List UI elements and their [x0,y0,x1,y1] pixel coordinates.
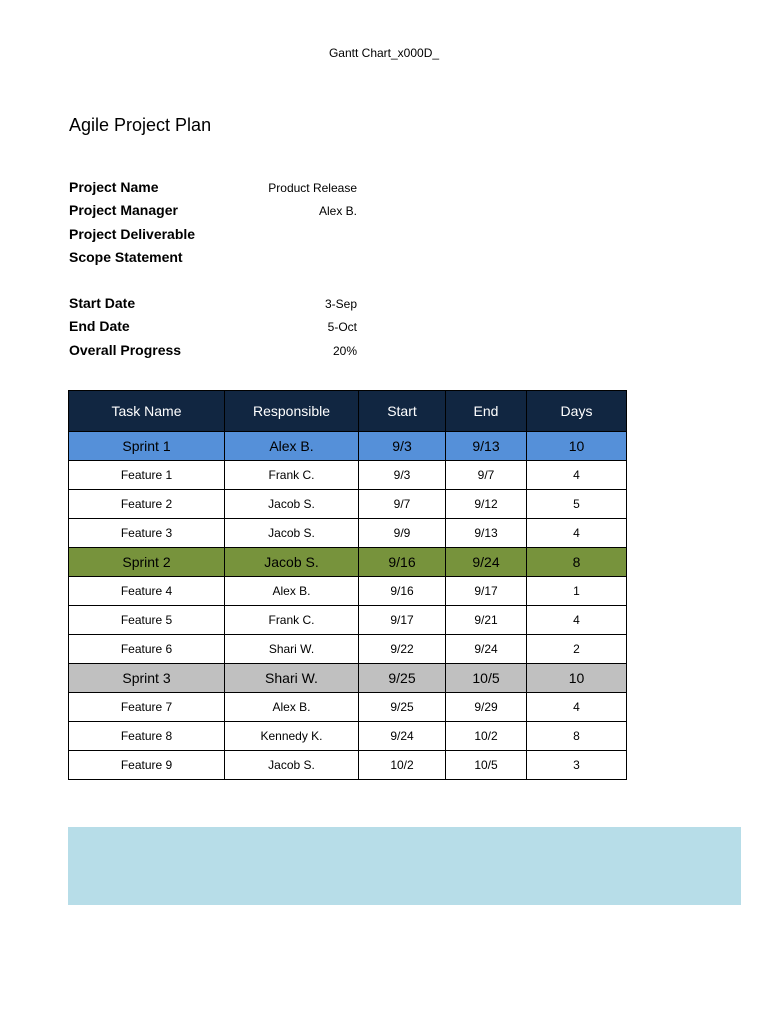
cell-days: 10 [527,664,627,693]
column-header-start: Start [359,391,446,432]
cell-responsible: Frank C. [225,461,359,490]
cell-start: 9/3 [359,461,446,490]
table-row [69,519,627,548]
cell-task-name: Feature 5 [69,606,225,635]
cell-start: 9/17 [359,606,446,635]
cell-days: 4 [527,461,627,490]
project-manager-row [69,202,357,225]
cell-responsible: Kennedy K. [225,722,359,751]
cell-end: 9/21 [446,606,527,635]
page-header: Gantt Chart_x000D_ [328,46,440,60]
cell-days: 3 [527,751,627,780]
cell-responsible: Frank C. [225,606,359,635]
cell-task-name: Feature 2 [69,490,225,519]
project-info [69,179,357,272]
cell-start: 9/25 [359,664,446,693]
cell-responsible: Jacob S. [225,490,359,519]
column-header-responsible: Responsible [225,391,359,432]
cell-task-name: Feature 7 [69,693,225,722]
cell-days: 8 [527,722,627,751]
cell-start: 9/22 [359,635,446,664]
cell-end: 9/13 [446,432,527,461]
cell-end: 10/5 [446,751,527,780]
cell-start: 9/25 [359,693,446,722]
cell-responsible: Alex B. [225,693,359,722]
task-table [68,390,627,780]
task-table-body [69,432,627,780]
column-header-end: End [446,391,527,432]
cell-start: 9/16 [359,577,446,606]
sprint-row [69,432,627,461]
project-deliverable-label: Project Deliverable [69,225,196,242]
cell-end: 9/17 [446,577,527,606]
cell-start: 9/16 [359,548,446,577]
cell-task-name: Feature 4 [69,577,225,606]
project-name-row [69,179,357,202]
table-row [69,751,627,780]
overall-progress-row [69,342,357,365]
cell-task-name: Feature 3 [69,519,225,548]
cell-days: 4 [527,693,627,722]
notes-band [68,827,741,905]
cell-task-name: Sprint 2 [69,548,225,577]
cell-task-name: Feature 6 [69,635,225,664]
sprint-row [69,548,627,577]
end-date-label: End Date [69,318,130,335]
cell-start: 9/3 [359,432,446,461]
cell-task-name: Feature 9 [69,751,225,780]
cell-days: 4 [527,519,627,548]
cell-end: 9/29 [446,693,527,722]
table-row [69,461,627,490]
sprint-row [69,664,627,693]
cell-days: 5 [527,490,627,519]
cell-days: 1 [527,577,627,606]
cell-end: 10/5 [446,664,527,693]
cell-start: 9/7 [359,490,446,519]
table-header-row [69,391,627,432]
cell-task-name: Sprint 1 [69,432,225,461]
table-row [69,606,627,635]
scope-statement-label: Scope Statement [69,248,183,265]
cell-responsible: Shari W. [225,635,359,664]
column-header-days: Days [527,391,627,432]
cell-start: 9/24 [359,722,446,751]
project-name-label: Project Name [69,179,159,195]
cell-days: 4 [527,606,627,635]
cell-responsible: Shari W. [225,664,359,693]
project-name-value: Product Release [268,181,357,195]
table-row [69,577,627,606]
end-date-value: 5-Oct [327,320,357,335]
start-date-row [69,295,357,318]
cell-days: 2 [527,635,627,664]
cell-end: 10/2 [446,722,527,751]
table-row [69,635,627,664]
start-date-value: 3-Sep [324,297,357,311]
cell-task-name: Feature 8 [69,722,225,751]
cell-days: 8 [527,548,627,577]
document-title: Agile Project Plan [69,115,212,135]
cell-responsible: Alex B. [225,432,359,461]
cell-end: 9/24 [446,548,527,577]
cell-task-name: Sprint 3 [69,664,225,693]
table-row [69,722,627,751]
cell-responsible: Jacob S. [225,751,359,780]
project-manager-label: Project Manager [69,202,178,219]
schedule-info [69,295,357,365]
cell-start: 9/9 [359,519,446,548]
project-manager-value: Alex B. [318,204,357,219]
end-date-row [69,318,357,341]
cell-responsible: Alex B. [225,577,359,606]
column-header-task-name: Task Name [69,391,225,432]
cell-task-name: Feature 1 [69,461,225,490]
cell-responsible: Jacob S. [225,548,359,577]
cell-start: 10/2 [359,751,446,780]
start-date-label: Start Date [69,295,136,311]
cell-end: 9/7 [446,461,527,490]
project-deliverable-row [69,226,357,249]
cell-days: 10 [527,432,627,461]
cell-end: 9/13 [446,519,527,548]
scope-statement-row [69,249,357,272]
cell-end: 9/12 [446,490,527,519]
overall-progress-value: 20% [332,343,357,358]
cell-responsible: Jacob S. [225,519,359,548]
table-row [69,693,627,722]
table-row [69,490,627,519]
overall-progress-label: Overall Progress [69,341,182,358]
cell-end: 9/24 [446,635,527,664]
